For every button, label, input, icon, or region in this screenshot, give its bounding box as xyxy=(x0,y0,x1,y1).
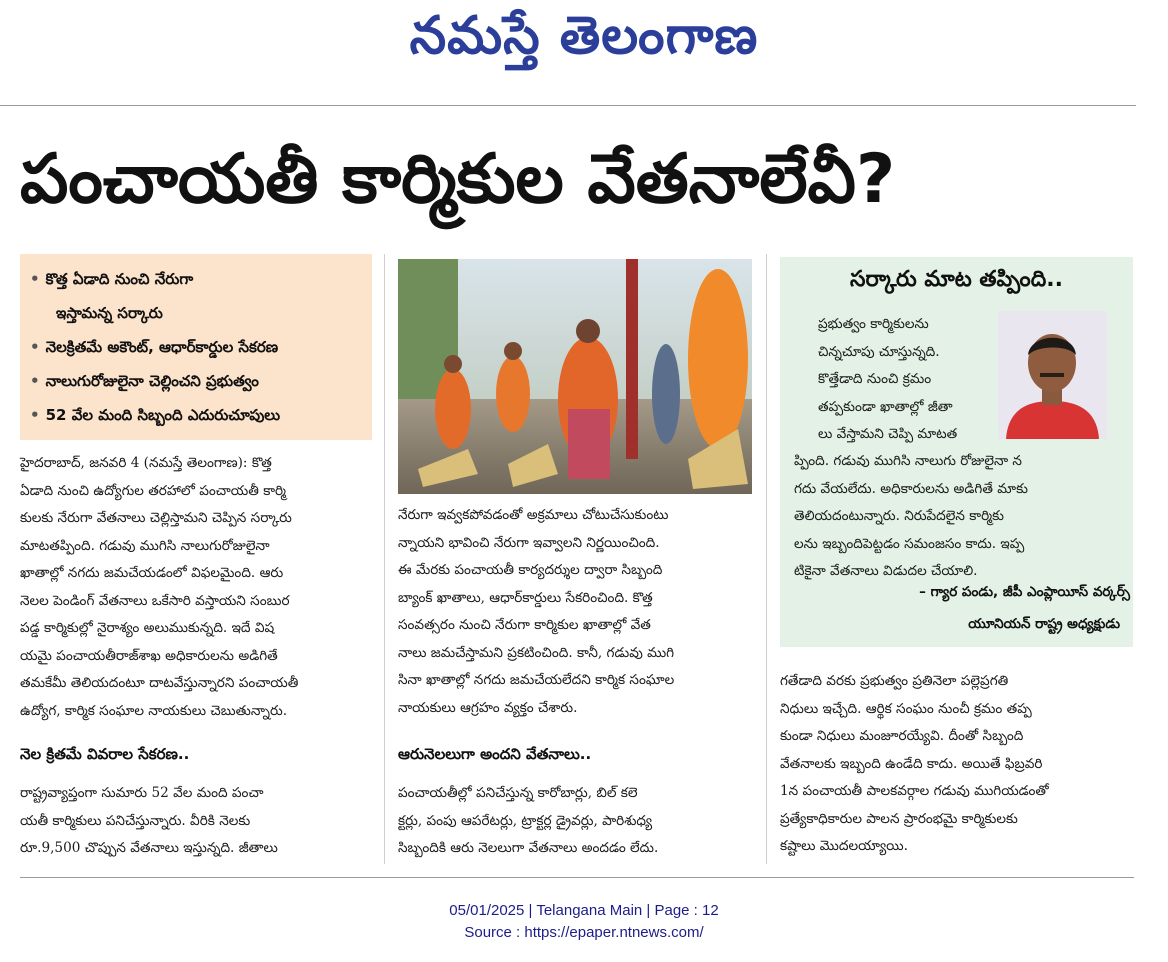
section-subhead: నెల క్రితమే వివరాల సేకరణ.. xyxy=(20,745,190,763)
body-line: టికైనా వేతనాలు విడుదల చేయాలి. xyxy=(794,563,978,579)
article-column-2-cont xyxy=(398,780,753,863)
bullet-icon: • xyxy=(30,270,40,288)
body-line: కష్టాలు మొదలయ్యాయి. xyxy=(780,838,908,854)
body-line: చిన్నచూపు చూస్తున్నది. xyxy=(818,343,940,360)
body-line: న్నాయని భావించి నేరుగా ఇవ్వాలని నిర్ణయించింది. xyxy=(398,534,660,551)
body-line: ఉద్యోగ, కార్మిక సంఘాల నాయకులు చెబుతున్నారు. xyxy=(20,702,288,719)
body-line: సంవత్సరం నుంచి నేరుగా కార్మికుల ఖాతాల్లో వేత xyxy=(398,617,651,633)
body-line: 1న పంచాయతీ పాలకవర్గాల గడువు ముగియడంతో xyxy=(780,783,1049,799)
body-line: కుండా నిధులు మంజూరయ్యేవి. దీంతో సిబ్బంది xyxy=(780,728,1024,744)
highlight-item: ఇస్తామన్న సర్కారు xyxy=(56,304,163,322)
photo-illustration xyxy=(398,259,752,494)
masthead xyxy=(0,0,1168,100)
body-line: రూ.9,500 చొప్పున వేతనాలు ఇస్తున్నది. జీతాలు xyxy=(20,840,278,856)
quote-text-wide xyxy=(794,448,1124,586)
quote-attribution-name: – గ్యార పండు, జీపీ ఎంప్లాయీస్ వర్కర్స్ xyxy=(919,584,1130,600)
body-line: పడ్డ కార్మికుల్లో నైరాశ్యం అలుముకున్నది. ఇదే విష xyxy=(20,620,275,636)
article-column-1-cont xyxy=(20,780,370,863)
column-divider xyxy=(766,254,767,864)
body-line: మాటతప్పింది. గడువు ముగిసి నాలుగురోజులైనా xyxy=(20,537,270,554)
union-leader-portrait xyxy=(998,311,1107,439)
portrait-illustration xyxy=(998,311,1107,439)
quote-box-title: సర్కారు మాట తప్పింది.. xyxy=(850,267,1063,292)
body-line: నాలు జమచేస్తామని ప్రకటించింది. కానీ, గడువు ముగి xyxy=(398,644,675,661)
body-line: నాయకులు ఆగ్రహం వ్యక్తం చేశారు. xyxy=(398,699,578,716)
body-line: యతీ కార్మికులు పనిచేస్తున్నారు. వీరికి నెలకు xyxy=(20,812,251,829)
article-column-1 xyxy=(20,450,370,725)
footer-divider xyxy=(20,877,1134,878)
section-subhead: ఆరునెలలుగా అందని వేతనాలు.. xyxy=(398,745,592,763)
newspaper-logo: నమస్తే తెలంగాణ xyxy=(409,6,759,66)
footer-source: Source : https://epaper.ntnews.com/ xyxy=(464,924,704,941)
body-line: క్టర్లు, పంపు ఆపరేటర్లు, ట్రాక్టర్ల డ్రైవర్లు, పారిశుధ్య xyxy=(398,812,653,829)
body-line: తమకేమీ తెలియదంటూ దాటవేస్తున్నారని పంచాయతీ xyxy=(20,675,299,691)
body-line: తప్పకుండా ఖాతాల్లో జీతా xyxy=(818,398,953,415)
column-divider xyxy=(384,254,385,864)
masthead-divider xyxy=(0,105,1136,106)
highlight-item: • కొత్త ఏడాది నుంచి నేరుగా xyxy=(30,270,194,288)
bullet-icon: • xyxy=(30,406,40,424)
body-line: ఏడాది నుంచి ఉద్యోగుల తరహాలో పంచాయతీ కార్మి xyxy=(20,482,287,499)
body-line: ఖాతాల్లో నగదు జమచేయడంలో విఫలమైంది. ఆరు xyxy=(20,565,284,581)
workers-sweeping-photo xyxy=(398,259,752,494)
body-line: ప్రభుత్వం కార్మికులను xyxy=(818,316,929,332)
body-line: ప్రత్యేకాధికారుల పాలన ప్రారంభమై కార్మికులకు xyxy=(780,810,1018,827)
body-line: రాష్ట్రవ్యాప్తంగా సుమారు 52 వేల మంది పంచా xyxy=(20,785,264,801)
body-line: పంచాయతీల్లో పనిచేస్తున్న కారోబార్లు, బిల్ కలె xyxy=(398,785,638,801)
body-line: సినా ఖాతాల్లో నగదు జమచేయలేదని కార్మిక సంఘాల xyxy=(398,672,675,688)
body-line: యమై పంచాయతీరాజ్‌శాఖ అధికారులను అడిగితే xyxy=(20,647,278,664)
quote-attribution-role: యూనియన్ రాష్ట్ర అధ్యక్షుడు xyxy=(968,616,1120,632)
body-line: నిధులు ఇచ్చేది. ఆర్థిక సంఘం నుంచీ క్రమం తప్ప xyxy=(780,700,1032,717)
body-line: ప్పింది. గడువు ముగిసి నాలుగు రోజులైనా న xyxy=(794,453,1022,469)
highlight-item: • 52 వేల మంది సిబ్బంది ఎదురుచూపులు xyxy=(30,406,281,424)
body-line: బ్యాంక్ ఖాతాలు, ఆధార్‌కార్డులు సేకరించింది. కొత్త xyxy=(398,589,653,606)
body-line: నేరుగా ఇవ్వకపోవడంతో అక్రమాలు చోటుచేసుకుంటు xyxy=(398,507,669,523)
body-line: కులకు నేరుగా వేతనాలు చెల్లిస్తామని చెప్పిన సర్కారు xyxy=(20,510,292,526)
bullet-icon: • xyxy=(30,372,40,390)
footer-date-page: 05/01/2025 | Telangana Main | Page : 12 xyxy=(449,902,719,919)
body-line: గదు వేయలేదు. అధికారులను అడిగితే మాకు xyxy=(794,480,1028,497)
highlights-box xyxy=(20,254,372,440)
highlight-item: • నాలుగురోజులైనా చెల్లించని ప్రభుత్వం xyxy=(30,372,259,390)
article-headline: పంచాయతీ కార్మికుల వేతనాలేవీ? xyxy=(20,140,896,219)
body-line: కొత్తేడాది నుంచి క్రమం xyxy=(818,371,932,387)
body-line: గతేడాది వరకు ప్రభుత్వం ప్రతినెలా పల్లెప్రగతి xyxy=(780,673,1009,689)
highlight-item: • నెలక్రితమే అకౌంట్, ఆధార్‌కార్డుల సేకరణ xyxy=(30,338,279,356)
article-column-3 xyxy=(780,668,1135,861)
body-line: హైదరాబాద్, జనవరి 4 (నమస్తే తెలంగాణ): కొత్త xyxy=(20,455,272,471)
body-line: లు వేస్తామని చెప్పి మాటత xyxy=(818,426,958,442)
body-line: తెలియదంటున్నారు. నిరుపేదలైన కార్మికు xyxy=(794,508,1004,524)
body-line: ఈ మేరకు పంచాయతీ కార్యదర్శుల ద్వారా సిబ్బంది xyxy=(398,562,663,578)
body-line: సిబ్బందికి ఆరు నెలలుగా వేతనాలు అందడం లేదు. xyxy=(398,840,659,856)
article-column-2 xyxy=(398,502,753,722)
body-line: వేతనాలకు ఇబ్బంది ఉండేది కాదు. అయితే ఫిబ్రవరి xyxy=(780,755,1043,772)
quote-text-narrow xyxy=(818,311,993,449)
body-line: నెలల పెండింగ్ వేతనాలు ఒకేసారి వస్తాయని సంబుర xyxy=(20,592,290,609)
bullet-icon: • xyxy=(30,338,40,356)
body-line: లను ఇబ్బందిపెట్టడం సమంజసం కాదు. ఇప్ప xyxy=(794,535,1025,552)
